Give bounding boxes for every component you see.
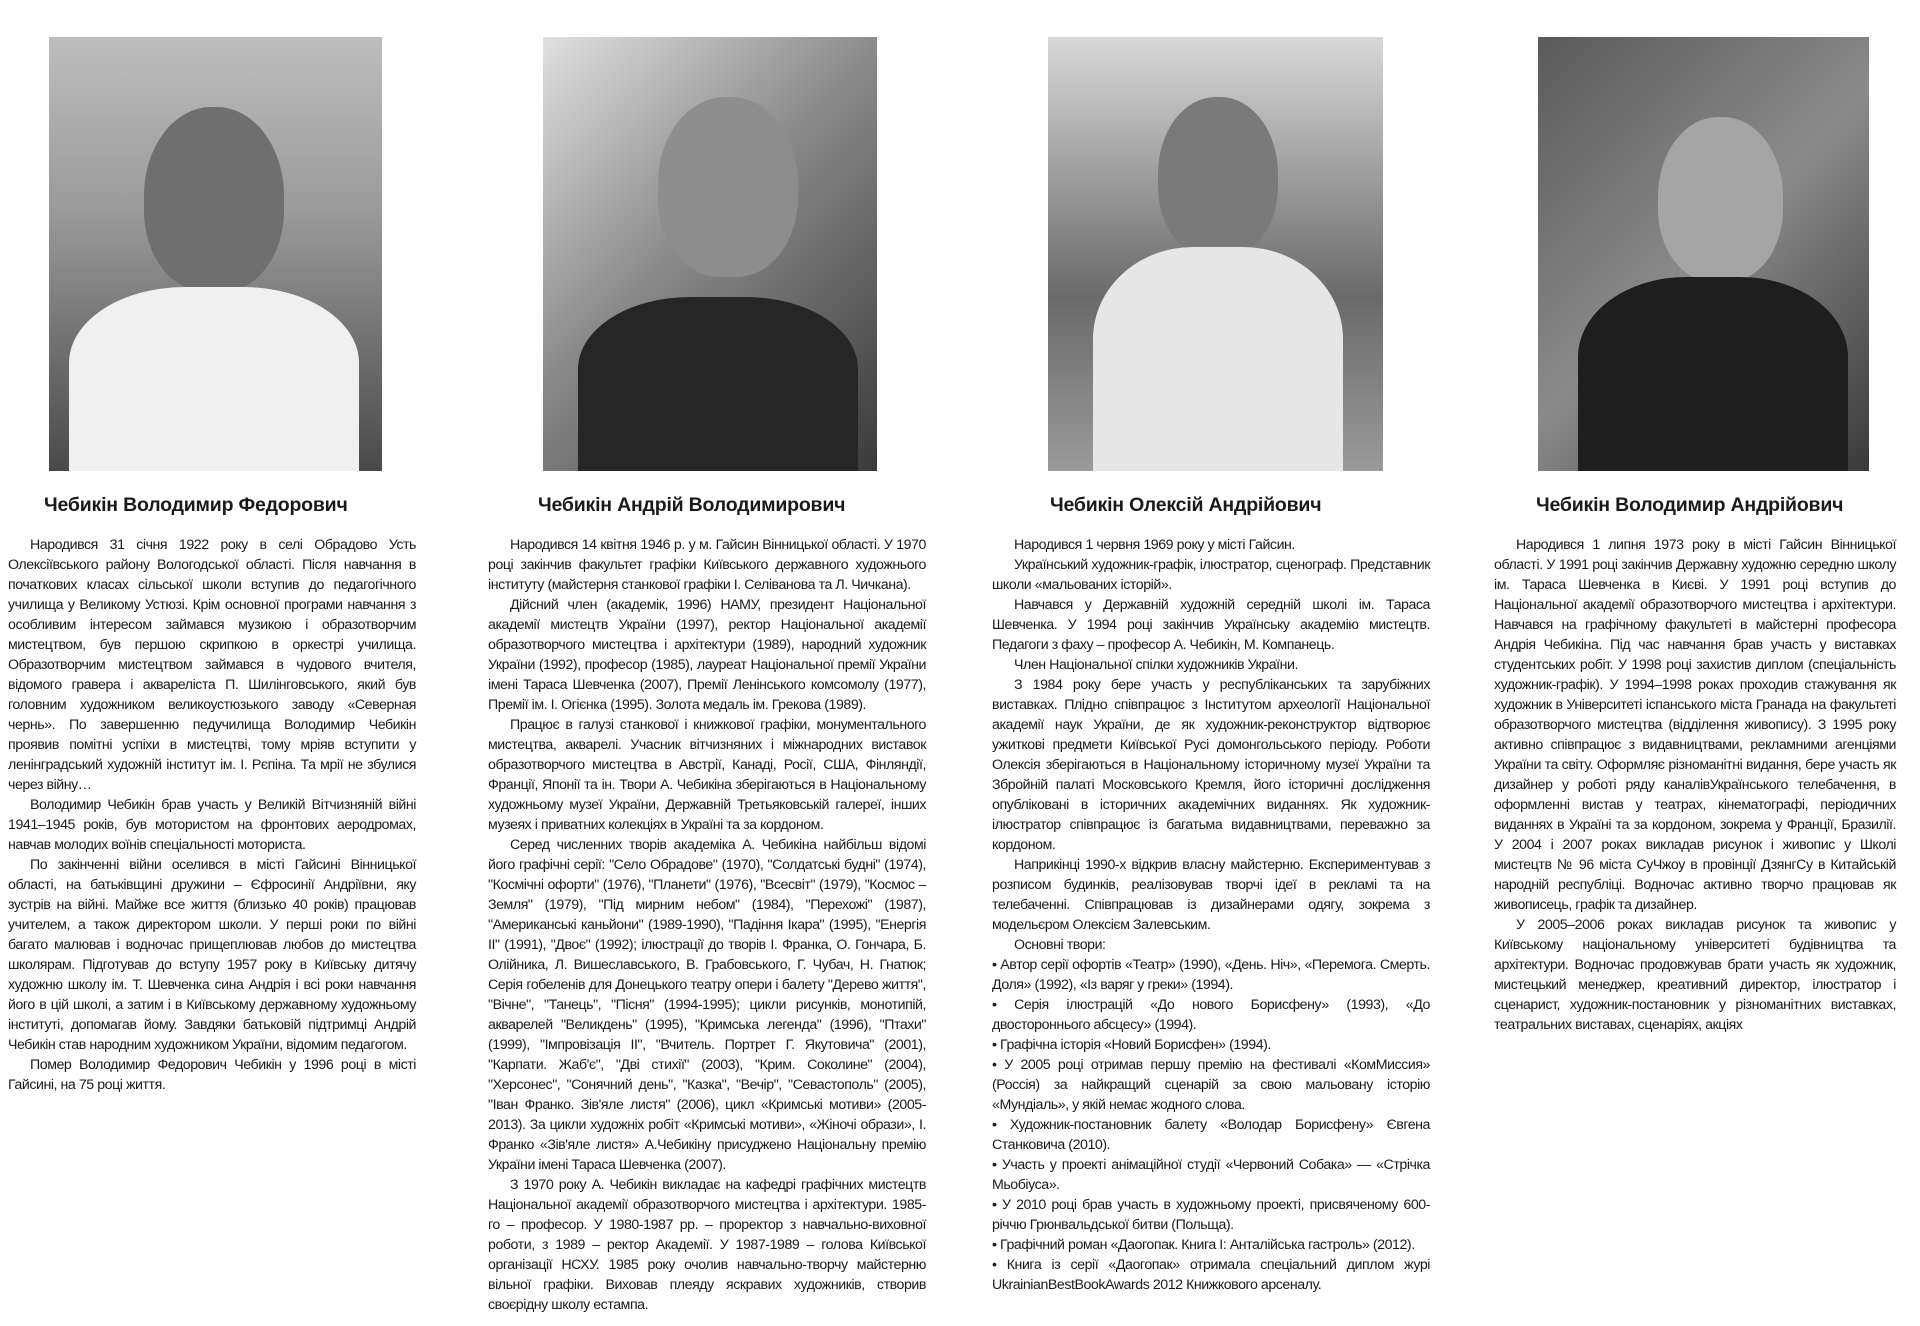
bio-paragraph: У 2005–2006 роках викладав рисунок та живопис у Київському національному університеті будівництва та архітектури. Водночас продовжував брати участь як художник, мистецький менеджер, креативний директор, ілюстратор і сценарист, художник-постановник у різноманітних виставках, театральних виставах, сценаріях, акціях [1494,917,1896,1033]
bio-paragraph: Володимир Чебикін брав участь у Великій Вітчизняній війні 1941–1945 років, був мотористом на фронтових аеродромах, навчав молодих воїнів спеціальності моториста. [8,797,416,853]
person-name: Чебикін Володимир Андрійович [1536,494,1844,516]
bio-paragraph: Працює в галузі станкової і книжкової графіки, монументального мистецтва, акварелі. Учасник вітчизняних і міжнародних виставок образотворчого мистецтва в Австрії, Канаді, Росії, США, Фінляндії, Франції, Японії та ін. Твори А. Чебикіна зберігаються в Національному художньому музеї України, Державній Третьяковській галереї, інших музеях і приватних колекціях в Україні та за кордоном. [488,717,926,833]
bio-paragraph: З 1984 року бере участь у республіканських та зарубіжних виставках. Плідно співпрацює з Інститутом археології Національної академії наук України, де як художник-реконструктор відтворює ужиткові предмети Київської Русі домонгольського періоду. Роботи Олексія зберігаються в Національному історичному музеї України та Збройній палаті Московського Кремля, його історичні дослідження опубліковані в історичних академічних виданнях. Як художник-ілюстратор співпрацює із багатьма видавництвами, переважно за кордоном. [992,677,1430,853]
person-name: Чебикін Володимир Федорович [44,494,348,516]
bio-paragraph: Український художник-графік, ілюстратор, сценограф. Представник школи «мальованих історій». [992,557,1430,593]
bio-paragraph: По закінченні війни оселився в місті Гайсині Вінницької області, на батьківщині дружини – Єфросинії Андріївни, яку зустрів на війні. Майже все життя (близько 40 років) працював учителем, а також директором школи. У перші роки по війні багато малював і водночас прищеплював любов до мистецтва школярам. Підготував до вступу 1957 року в Київську дитячу художню школу ім. Т. Шевченка сина Андрія і всі роки навчання його в цій школі, а затим і в Київському державному художньому інституті, допомагав йому. Завдяки батьковій підтримці Андрій Чебикін став народним художником України, відомим педагогом. [8,857,416,1053]
bio-paragraph: Основні твори: [1014,937,1106,953]
works-list-item: • У 2010 році брав участь в художньому проекті, присвяченому 600-річчю Грюнвальдської битви (Польща). [992,1197,1430,1233]
bio-paragraph: Народився 1 липня 1973 року в місті Гайсин Вінницької області. У 1991 році закінчив Державну художню середню школу ім. Тараса Шевченка в Києві. У 1991 році вступив до Національної академії образотворчого мистецтва і архітектури. Навчався на графічному факультеті в майстерні професора Андрія Чебикіна. Під час навчання брав участь у виставках студентських робіт. У 1998 році захистив диплом (спеціальність художник-графік). У 1994–1998 роках проходив стажування як художник в Університеті іспанського міста Гранада на факультеті образотворчого мистецтва (відділення живопису). З 1995 року активно співпрацює з видавництвами, рекламними агенціями України та світу. Оформляє різноманітні видання, бере участь як дизайнер у роботі ряду каналівУкраїнського телебачення, в оформленні вистав у театрах, кінематографі, періодичних виданнях в Україні та за кордоном, зокрема у Франції, Бразилії. У 2004 і 2007 роках викладав рисунок і живопис у Школі мистецтв № 96 міста СуЧжоу в провінції ДзянгСу в Китайській народній республіці. Водночас активно творчо працював як живописець, графік та дизайнер. [1494,537,1896,913]
bio-paragraph: Помер Володимир Федорович Чебикін у 1996 році в місті Гайсині, на 75 році життя. [8,1057,416,1093]
works-list-item: • Графічна історія «Новий Борисфен» (1994). [992,1037,1271,1053]
works-list-item: • Художник-постановник балету «Володар Борисфену» Євгена Станковича (2010). [992,1117,1430,1153]
bio-paragraph: Член Національної спілки художників України. [1014,657,1299,673]
portrait-photo-volodymyr-andriiovych [1538,37,1869,471]
portrait-photo-volodymyr-fedorovych [49,37,382,471]
works-list-item: • Книга із серії «Даогопак» отримала спеціальний диплом журі UkrainianBestBookAwards 2012 Книжкового арсеналу. [992,1257,1430,1293]
bio-paragraph: Серед численних творів академіка А. Чебикіна найбільш відомі його графічні серії: "Село Обрадове" (1970), "Солдатські будні" (1974), "Космічні офорти" (1976), "Планети" (1976), "Всесвіт" (1979), "Космос – Земля" (1979), "Під мирним небом" (1984), "Перехожі" (1987), "Американські каньйони" (1989-1990), "Падіння Ікара" (1995), "Енергія ІІ" (1991), "Двоє" (1992); ілюстрації до творів І. Франка, О. Гончара, Б. Олійника, Л. Вишеславського, В. Грабовського, Г. Чубач, Н. Гнатюк; Серія гобеленів для Донецького театру опери і балету "Дерево життя", "Вічне", "Танець", "Пісня" (1994-1995); цикли рисунків, монотипій, акварелей "Великдень" (1995), "Кримська легенда" (1996), "Птахи" (1999), "Імпровізація ІІ", "Вчитель. Портрет Г. Якутовича" (2001), "Карпати. Жаб'є", "Дві стихії" (2003), "Крим. Соколине" (2004), "Херсонес", "Сонячний день", "Казка", "Вечір", "Севастополь" (2005), "Іван Франко. Зів'яле листя" (2006), цикл «Кримські мотиви» (2005-2013). За цикли художніх робіт «Кримські мотиви», «Жіночі образи», І. Франко «Зів'яле листя» А.Чебикіну присуджено Національну премію України імені Тараса Шевченка (2007). [488,837,926,1173]
works-list-item: • Автор серії офортів «Театр» (1990), «День. Ніч», «Перемога. Смерть. Доля» (1992), «Із варяг у греки» (1994). [992,957,1430,993]
biography-text [8,535,416,1095]
biography-text [488,535,926,1315]
works-list-item: • У 2005 році отримав першу премію на фестивалі «КомМиссия» (Россія) за найкращий сценарій за свою мальовану історію «Мундіаль», у якій немає жодного слова. [992,1057,1430,1113]
biography-text [1494,535,1896,1035]
bio-paragraph: Навчався у Державній художній середній школі ім. Тараса Шевченка. У 1994 році закінчив Українську академію мистецтв. Педагоги з фаху – професор А. Чебикін, М. Компанець. [992,597,1430,653]
biography-text [992,535,1430,1295]
bio-paragraph: З 1970 року А. Чебикін викладає на кафедрі графічних мистецтв Національної академії образотворчого мистецтва і архітектури. 1985-го – професор. У 1980-1987 рр. – проректор з навчально-виховної роботи, з 1989 – ректор Академії. У 1987-1989 – голова Київської організації НСХУ. 1985 року очолив навчально-творчу майстерню вільної графіки. Виховав плеяду яскравих художників, створив своєрідну школу естампа. [488,1177,926,1313]
bio-paragraph: Дійсний член (академік, 1996) НАМУ, президент Національної академії мистецтв України (1997), ректор Національної академії образотворчого мистецтва і архітектури (1989), народний художник України (1992), професор (1985), лауреат Національної премії України імені Тараса Шевченка (2007), Премії Ленінського комсомолу (1977), Премії ім. І. Огієнка (1995). Золота медаль ім. Грекова (1989). [488,597,926,713]
person-name: Чебикін Андрій Володимирович [538,494,846,516]
portrait-photo-andrii-volodymyrovych [543,37,877,471]
person-name: Чебикін Олексій Андрійович [1050,494,1322,516]
works-list-item: • Графічний роман «Даогопак. Книга І: Анталійська гастроль» (2012). [992,1237,1415,1253]
bio-paragraph: Наприкінці 1990-х відкрив власну майстерню. Експериментував з розписом будинків, реалізовував творчі ідеї в рекламі та на телебаченні. Співпрацював із дизайнерами одягу, зокрема з модельєром Олексієм Залевським. [992,857,1430,933]
portrait-photo-oleksii-andriiovych [1048,37,1383,471]
bio-paragraph: Народився 31 січня 1922 року в селі Обрадово Усть Олексіївського району Вологодської області. Після навчання в початкових класах сільської школи вступив до педагогічного училища у Великому Устюзі. Крім основної програми навчання з особливим інтересом займався музикою і образотворчим мистецтвом, був першою скрипкою в оркестрі училища. Образотворчим мистецтвом займався в чудового вчителя, відомого гравера і аквареліста П. Шилінговського, який був головним художником великоустюзького заводу «Северная чернь». По завершенню педучилища Володимир Чебикін проявив помітні успіхи в мистецтві, тому мріяв вступити у ленінградський художній інститут ім. І. Рєпіна. Та мрії не збулися через війну… [8,537,416,793]
works-list-item: • Участь у проекті анімаційної студії «Червоний Собака» — «Стрічка Мьобіуса». [992,1157,1430,1193]
works-list-item: • Серія ілюстрацій «До нового Борисфену» (1993), «До двостороннього абсцесу» (1994). [992,997,1430,1033]
bio-paragraph: Народився 14 квітня 1946 р. у м. Гайсин Вінницької області. У 1970 році закінчив факультет графіки Київського державного художнього інституту (майстерня станкової графіки І. Селіванова та Л. Чичкана). [488,537,926,593]
bio-paragraph: Народився 1 червня 1969 року у місті Гайсин. [1014,537,1295,553]
